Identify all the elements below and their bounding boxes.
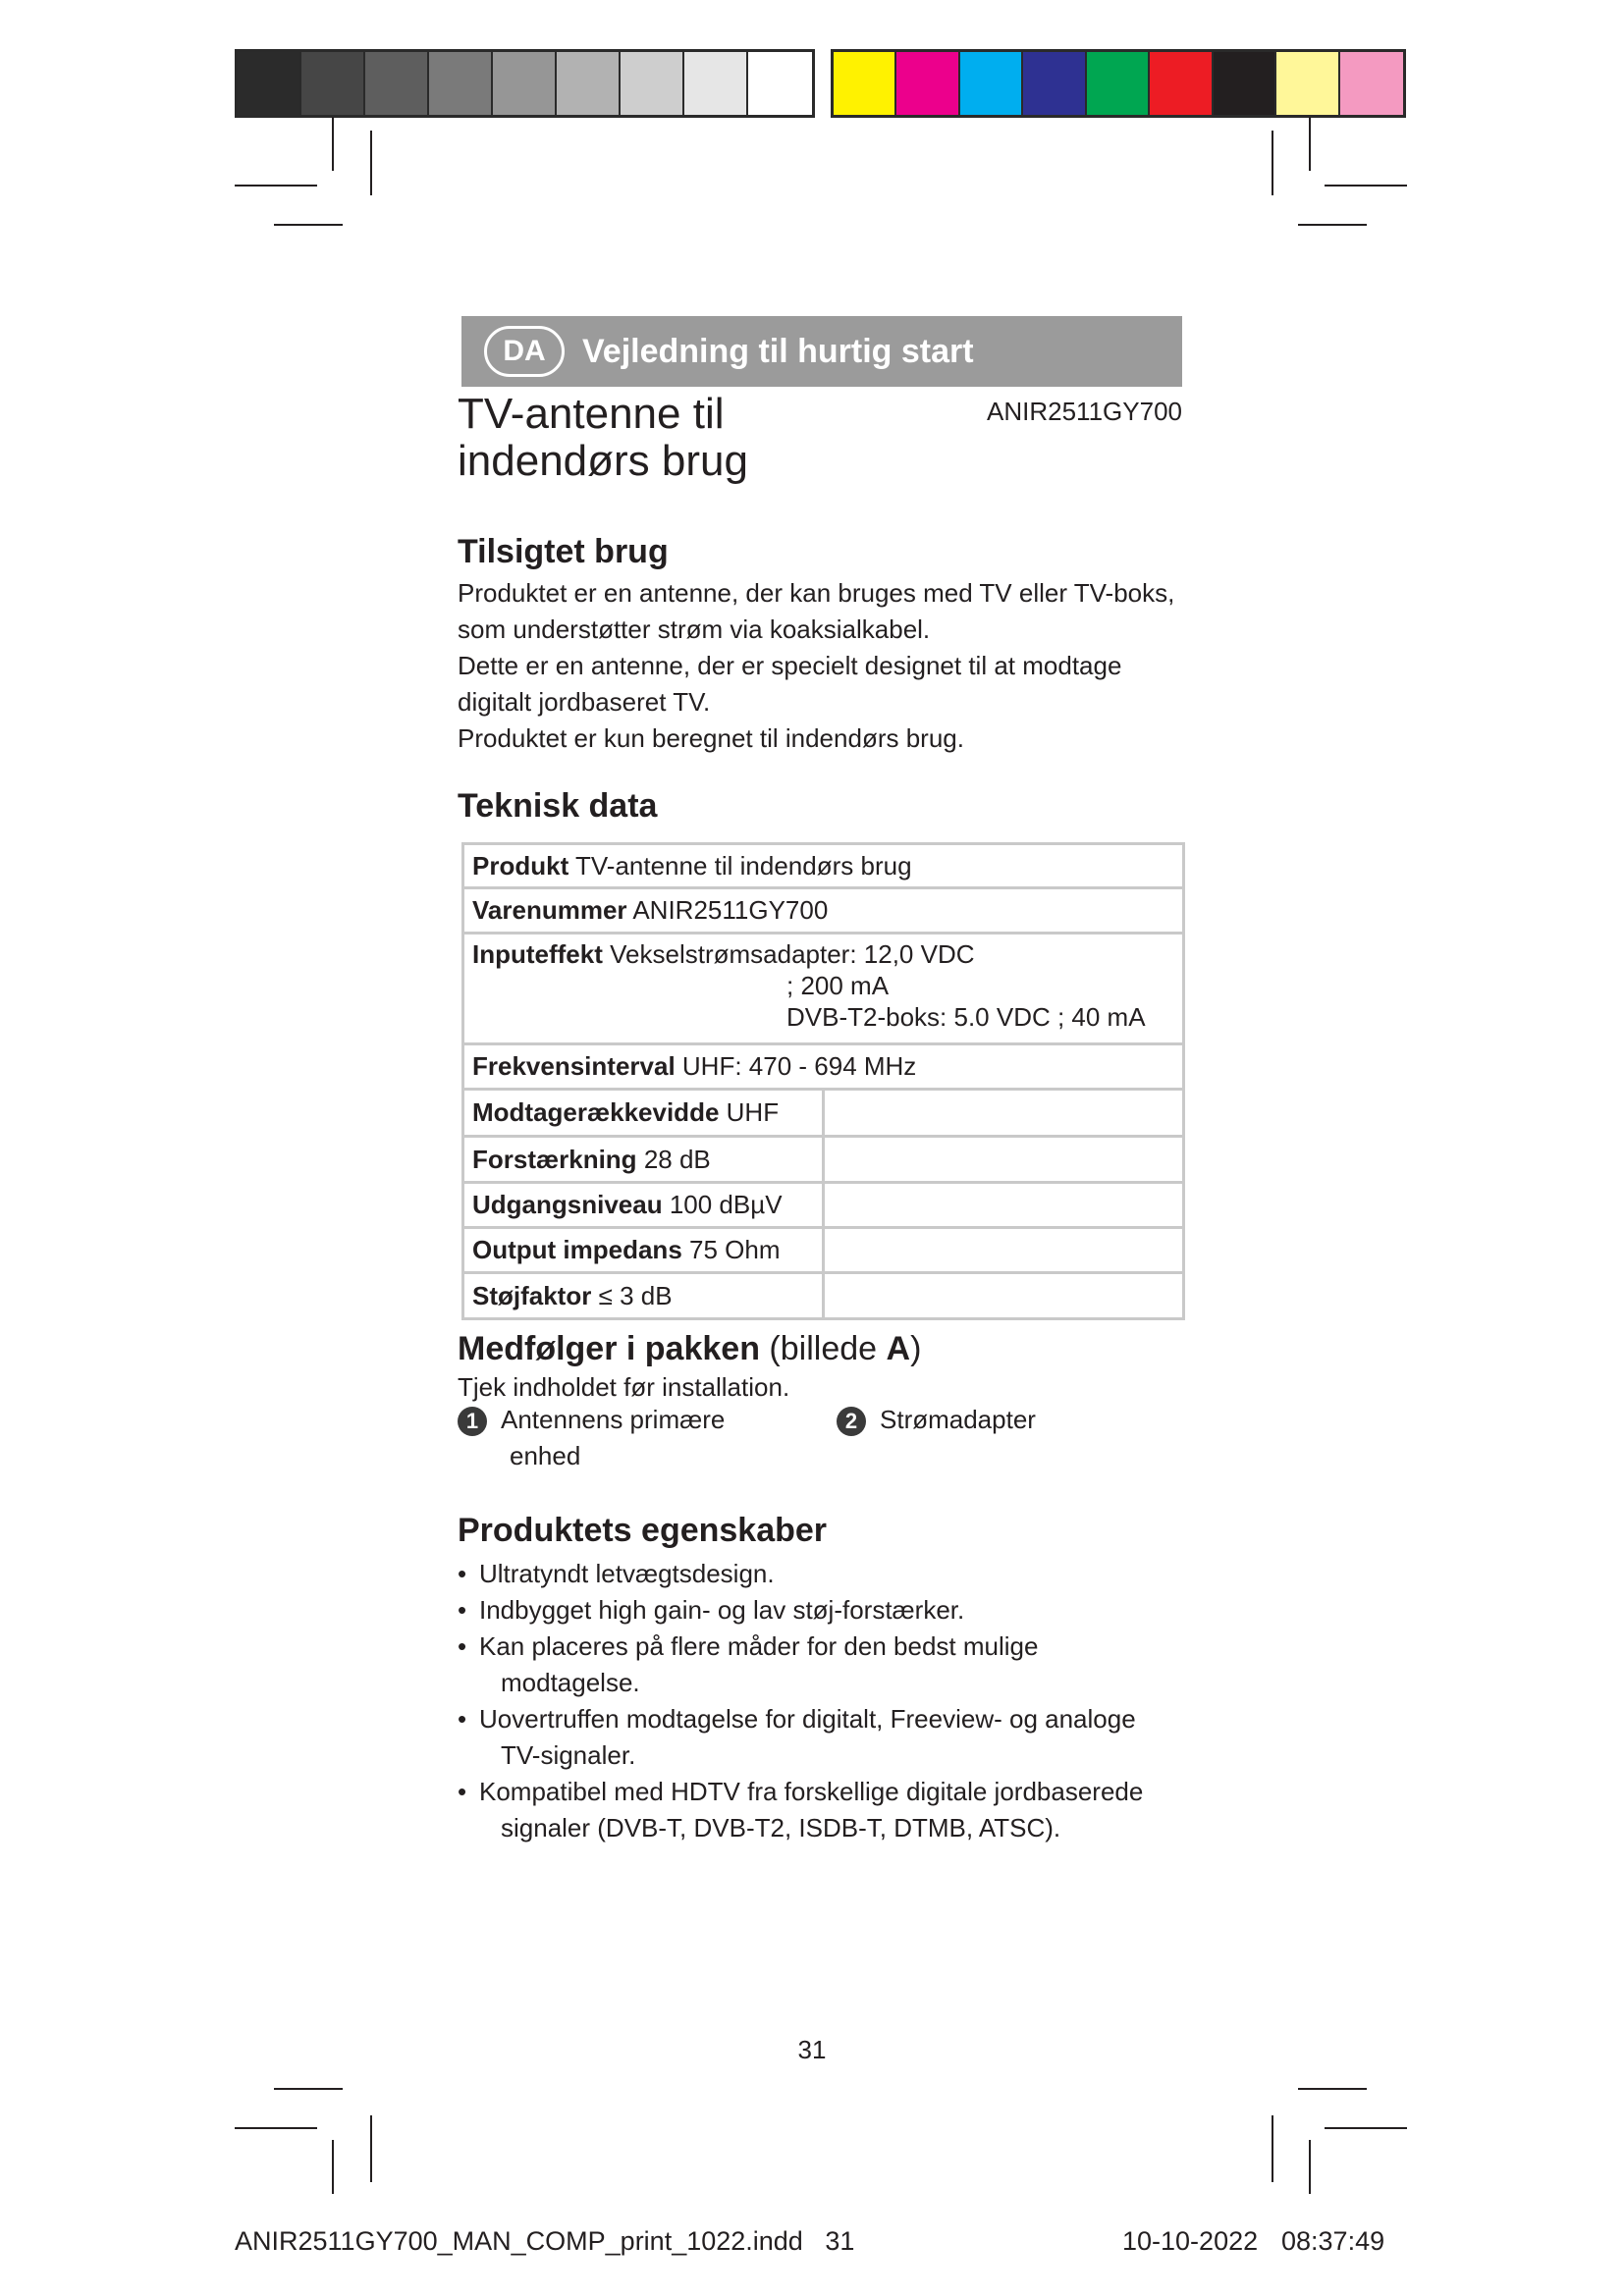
figure-ref-close: ) [910,1330,922,1367]
crop-mark [1325,185,1407,187]
crop-mark [1298,2088,1367,2090]
package-check-text: Tjek indholdet før installation. [458,1372,790,1402]
package-heading-text: Medfølger i pakken [458,1330,760,1367]
crop-mark [370,2115,372,2182]
table-row [463,1273,1184,1319]
text-line: digitalt jordbaseret TV. [458,687,711,717]
spec-value: DVB-T2-boks: 5.0 VDC ; 40 mA [786,1002,1146,1032]
language-badge: DA [484,326,565,377]
intended-use-heading: Tilsigtet brug [458,533,669,570]
feature-text: TV-signaler. [501,1740,636,1770]
package-item-2 [837,1402,1036,1438]
list-item [458,1701,1184,1774]
crop-mark [332,2140,334,2194]
figure-reference [769,1330,921,1367]
gray-swatch [493,52,557,115]
table-cell [463,1137,824,1183]
features-heading: Produktets egenskaber [458,1512,828,1549]
figure-ref-open: (billede [769,1330,887,1367]
feature-text: modtagelse. [501,1668,640,1697]
table-cell-empty [824,1228,1184,1273]
crop-mark [1309,117,1311,171]
item-number-badge: 1 [458,1407,487,1436]
gray-swatch [748,52,812,115]
crop-mark [274,2088,343,2090]
gray-swatch [557,52,621,115]
spec-value: UHF: 470 - 694 MHz [681,1051,917,1081]
technical-data-table [461,842,1185,1320]
crop-mark [235,2127,317,2129]
figure-ref-letter: A [886,1330,911,1367]
table-row [463,1137,1184,1183]
color-swatch [1340,52,1403,115]
list-item [458,1774,1184,1846]
spec-value: 75 Ohm [689,1235,781,1264]
crop-mark [274,224,343,226]
list-item [458,1592,1184,1629]
spec-label: Output impedans [472,1235,682,1264]
table-row [463,1044,1184,1090]
table-cell-empty [824,1183,1184,1228]
features-list [458,1556,1184,1846]
color-swatch [1214,52,1276,115]
text-line: som understøtter strøm via koaksialkabel. [458,614,931,644]
table-cell [463,1090,824,1137]
spec-value: ANIR2511GY700 [632,895,829,925]
table-row [463,1228,1184,1273]
color-calibration-bar [831,49,1406,118]
table-cell-empty [824,1137,1184,1183]
model-number: ANIR2511GY700 [987,397,1182,426]
spec-value: ; 200 mA [786,971,890,1000]
table-cell [463,1228,824,1273]
list-item [458,1629,1184,1701]
gray-swatch [238,52,301,115]
package-contents-heading [458,1330,921,1368]
package-item-label: enhed [510,1441,581,1470]
print-slug-time: 08:37:49 [1281,2226,1385,2256]
spec-label: Produkt [472,850,569,881]
table-cell [463,1273,824,1319]
crop-mark [1298,224,1367,226]
table-row [463,1090,1184,1137]
gray-swatch [621,52,684,115]
gray-swatch [301,52,365,115]
table-row [463,844,1184,888]
package-item-label: Antennens primære [501,1405,726,1434]
table-cell [463,934,1184,1044]
product-title-line: TV-antenne til [458,390,725,438]
table-row [463,934,1184,1044]
color-swatch [1087,52,1150,115]
color-swatch [960,52,1023,115]
feature-text: Kompatibel med HDTV fra forskellige digitale jordbaserede [479,1777,1144,1806]
gray-swatch [684,52,748,115]
spec-label: Forstærkning [472,1144,637,1174]
feature-text: Indbygget high gain- og lav støj-forstærker. [479,1595,965,1625]
technical-data-heading: Teknisk data [458,787,658,825]
spec-label: Udgangsniveau [472,1190,663,1219]
crop-mark [235,185,317,187]
table-cell-empty [824,1273,1184,1319]
intended-use-text [458,575,1184,757]
table-cell [463,1183,824,1228]
print-slug-filename: ANIR2511GY700_MAN_COMP_print_1022.indd 31 [235,2226,855,2256]
table-cell [463,1044,1184,1090]
text-line: Dette er en antenne, der er specielt designet til at modtage [458,651,1122,680]
table-cell-empty [824,1090,1184,1137]
color-swatch [1276,52,1339,115]
product-title-line: indendørs brug [458,437,748,485]
crop-mark [1325,2127,1407,2129]
product-title [458,391,870,485]
print-slug-date: 10-10-2022 [1122,2226,1259,2256]
spec-value: TV-antenne til indendørs brug [575,850,912,881]
color-swatch [896,52,959,115]
gray-swatch [429,52,493,115]
gray-swatch [365,52,429,115]
feature-text: Ultratyndt letvægtsdesign. [479,1559,775,1588]
feature-text: Uovertruffen modtagelse for digitalt, Freeview- og analoge [479,1704,1136,1734]
text-line: Produktet er kun beregnet til indendørs brug. [458,723,964,753]
list-item [458,1556,1184,1592]
spec-label: Frekvensinterval [472,1051,676,1081]
package-item-label: Strømadapter [880,1405,1036,1434]
page-number: 31 [797,2035,827,2064]
spec-value: 100 dBµV [669,1190,783,1219]
feature-text: Kan placeres på flere måder for den bedst mulige [479,1631,1039,1661]
guide-header-title: Vejledning til hurtig start [582,332,974,370]
spec-label: Varenummer [472,895,627,925]
color-swatch [1023,52,1086,115]
spec-label: Inputeffekt [472,939,603,969]
table-row [463,1183,1184,1228]
spec-value: 28 dB [643,1144,711,1174]
table-cell [463,888,1184,934]
spec-label: Modtagerækkevidde [472,1097,720,1127]
spec-label: Støjfaktor [472,1280,592,1310]
text-line: Produktet er en antenne, der kan bruges med TV eller TV-boks, [458,578,1175,608]
crop-mark [1309,2140,1311,2194]
grayscale-calibration-bar [235,49,815,118]
spec-value: UHF [726,1097,780,1127]
item-number-badge: 2 [837,1407,866,1436]
crop-mark [1272,2115,1273,2182]
crop-mark [370,131,372,195]
color-swatch [1150,52,1213,115]
guide-header-strip [461,316,1182,387]
color-swatch [834,52,896,115]
feature-text: signaler (DVB-T, DVB-T2, ISDB-T, DTMB, ATSC). [501,1813,1061,1842]
crop-mark [1272,131,1273,195]
table-cell [463,844,1184,888]
crop-mark [332,117,334,171]
spec-value: ≤ 3 dB [598,1280,673,1310]
spec-value: Vekselstrømsadapter: 12,0 VDC [610,939,975,969]
package-item-1 [458,1402,725,1474]
table-row [463,888,1184,934]
